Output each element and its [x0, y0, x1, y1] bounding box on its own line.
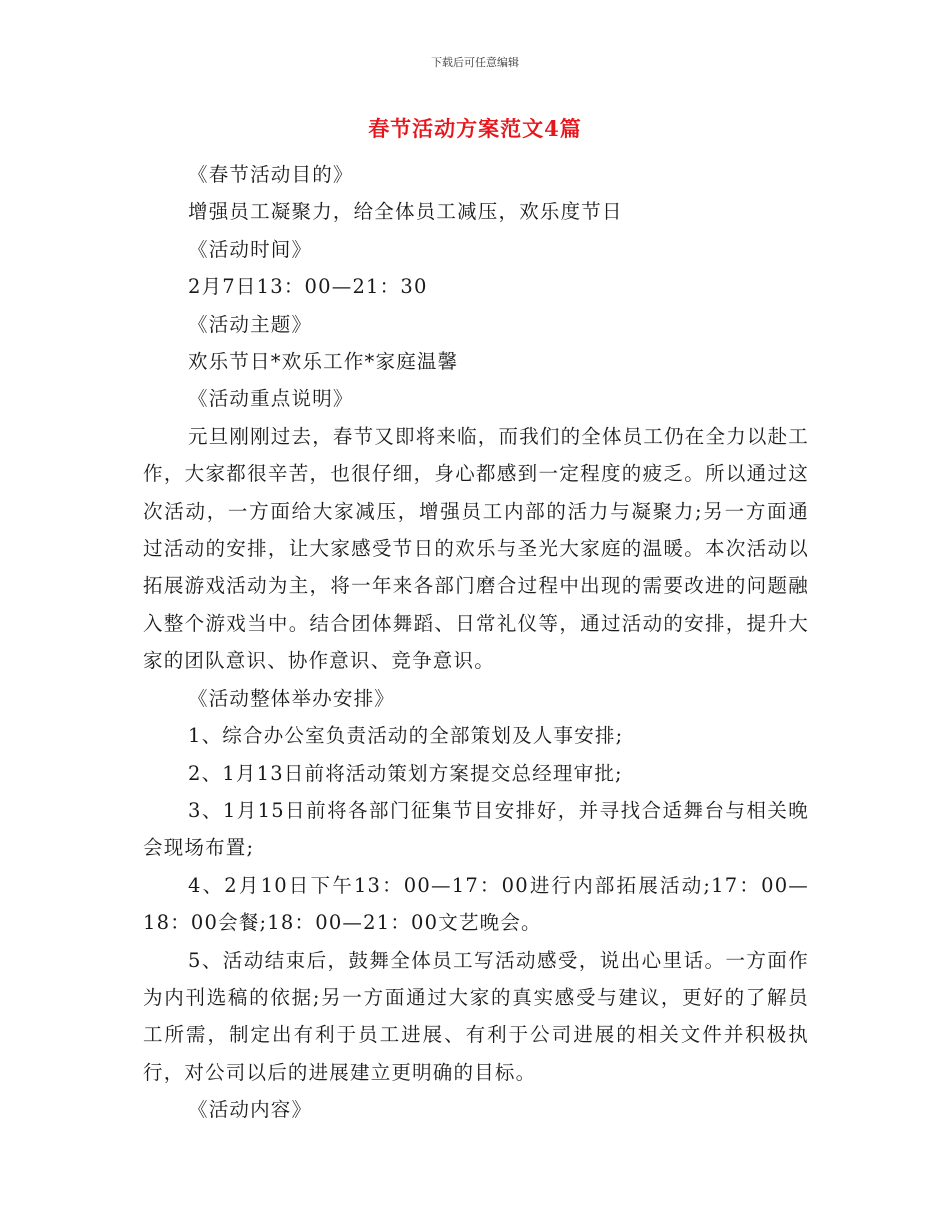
arrangement-item-1: 1、综合办公室负责活动的全部策划及人事安排;: [188, 724, 624, 748]
time-text: 2月7日13：00—21：30: [188, 275, 428, 299]
theme-text: 欢乐节日*欢乐工作*家庭温馨: [188, 350, 459, 374]
section-heading-theme: 《活动主题》: [188, 312, 313, 336]
purpose-text: 增强员工凝聚力，给全体员工减压，欢乐度节日: [188, 200, 623, 224]
arrangement-item-5: 5、活动结束后，鼓舞全体员工写活动感受，说出心里话。一方面作为内刊选稿的依据;另一方面通过大家的真实感受与建议，更好的了解员工所需，制定出有利于员工进展、有利于公司进展的相关文件并积极执行，对公司以后的进展建立更明确的目标。: [143, 948, 809, 1084]
section-heading-arrangement: 《活动整体举办安排》: [188, 686, 396, 710]
section-heading-purpose: 《春节活动目的》: [188, 163, 354, 186]
header-note: 下载后可任意编辑: [431, 56, 519, 69]
notes-paragraph: 元旦刚刚过去，春节又即将来临，而我们的全体员工仍在全力以赴工作，大家都很辛苦，也很仔细，身心都感到一定程度的疲乏。所以通过这次活动，一方面给大家减压，增强员工内部的活力与凝聚力;另一方面通过活动的安排，让大家感受节日的欢乐与圣光大家庭的温暖。本次活动以拓展游戏活动为主，将一年来各部门磨合过程中出现的需要改进的问题融入整个游戏当中。结合团体舞蹈、日常礼仪等，通过活动的安排，提升大家的团队意识、协作意识、竞争意识。: [143, 424, 810, 673]
section-heading-content: 《活动内容》: [188, 1098, 313, 1122]
arrangement-item-4: 4、2月10日下午13：00—17：00进行内部拓展活动;17：00—18：00会餐;18：00—21：00文艺晚会。: [143, 873, 809, 935]
section-heading-notes: 《活动重点说明》: [188, 387, 354, 411]
arrangement-item-3: 3、1月15日前将各部门征集节目安排好，并寻找合适舞台与相关晚会现场布置;: [143, 798, 809, 860]
document-body: [143, 156, 809, 1129]
section-heading-time: 《活动时间》: [188, 237, 313, 261]
arrangement-item-2: 2、1月13日前将活动策划方案提交总经理审批;: [188, 761, 623, 785]
document-title: 春节活动方案范文4篇: [368, 116, 582, 141]
